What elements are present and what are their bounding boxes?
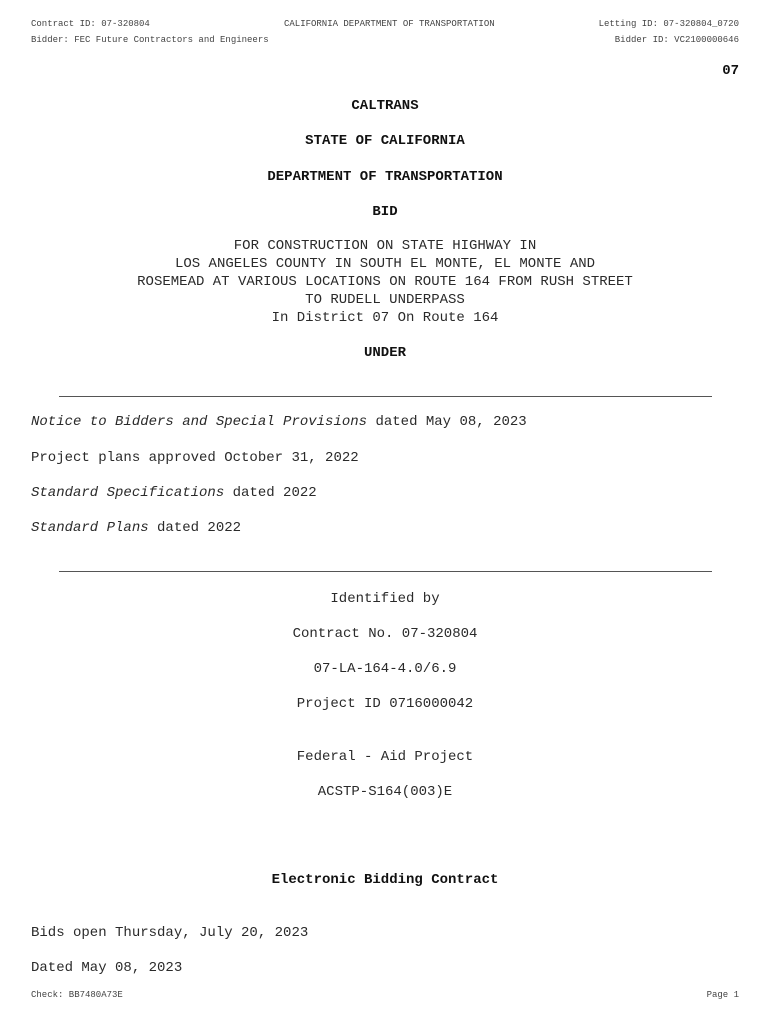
std-plans-date: dated 2022	[148, 520, 242, 536]
standard-specifications	[31, 484, 317, 502]
std-plans-title: Standard Plans	[31, 520, 149, 536]
document-date: Dated May 08, 2023	[31, 960, 183, 976]
federal-aid-number: ACSTP-S164(003)E	[317, 784, 453, 800]
scope-line: FOR CONSTRUCTION ON STATE HIGHWAY IN	[233, 238, 537, 254]
check-code: Check: BB7480A73E	[31, 990, 123, 1000]
agency-name: CALIFORNIA DEPARTMENT OF TRANSPORTATION	[284, 19, 495, 29]
divider	[59, 396, 712, 397]
title-department: DEPARTMENT OF TRANSPORTATION	[267, 169, 503, 185]
contract-id: Contract ID: 07-320804	[31, 19, 150, 29]
standard-plans	[31, 519, 241, 537]
title-state: STATE OF CALIFORNIA	[305, 133, 465, 149]
electronic-bidding-heading: Electronic Bidding Contract	[271, 872, 499, 888]
specs-title: Standard Specifications	[31, 485, 225, 501]
notice-date: dated May 08, 2023	[367, 414, 527, 430]
project-plans: Project plans approved October 31, 2022	[31, 450, 359, 466]
specs-date: dated 2022	[224, 485, 317, 501]
location-code: 07-LA-164-4.0/6.9	[313, 661, 457, 677]
identified-by: Identified by	[330, 591, 440, 607]
under-heading: UNDER	[363, 345, 406, 361]
notice-title: Notice to Bidders and Special Provisions	[31, 414, 368, 430]
federal-aid-label: Federal - Aid Project	[296, 749, 474, 765]
project-scope	[0, 237, 770, 327]
bidder-id: Bidder ID: VC2100000646	[614, 35, 739, 45]
scope-line: TO RUDELL UNDERPASS	[305, 292, 465, 308]
project-id: Project ID 0716000042	[296, 696, 474, 712]
notice-to-bidders	[31, 413, 527, 431]
scope-line: LOS ANGELES COUNTY IN SOUTH EL MONTE, EL MONTE AND	[174, 256, 596, 272]
divider	[59, 571, 712, 572]
contract-number: Contract No. 07-320804	[292, 626, 478, 642]
letting-id: Letting ID: 07-320804_0720	[598, 19, 739, 29]
bids-open-date: Bids open Thursday, July 20, 2023	[31, 925, 309, 941]
scope-line: In District 07 On Route 164	[271, 310, 499, 326]
title-bid: BID	[372, 204, 398, 220]
bidder-name: Bidder: FEC Future Contractors and Engineers	[31, 35, 269, 45]
scope-line: ROSEMEAD AT VARIOUS LOCATIONS ON ROUTE 164 FROM RUSH STREET	[137, 274, 633, 290]
page-number: Page 1	[706, 990, 739, 1000]
district-code: 07	[722, 63, 739, 79]
title-caltrans: CALTRANS	[351, 98, 419, 114]
